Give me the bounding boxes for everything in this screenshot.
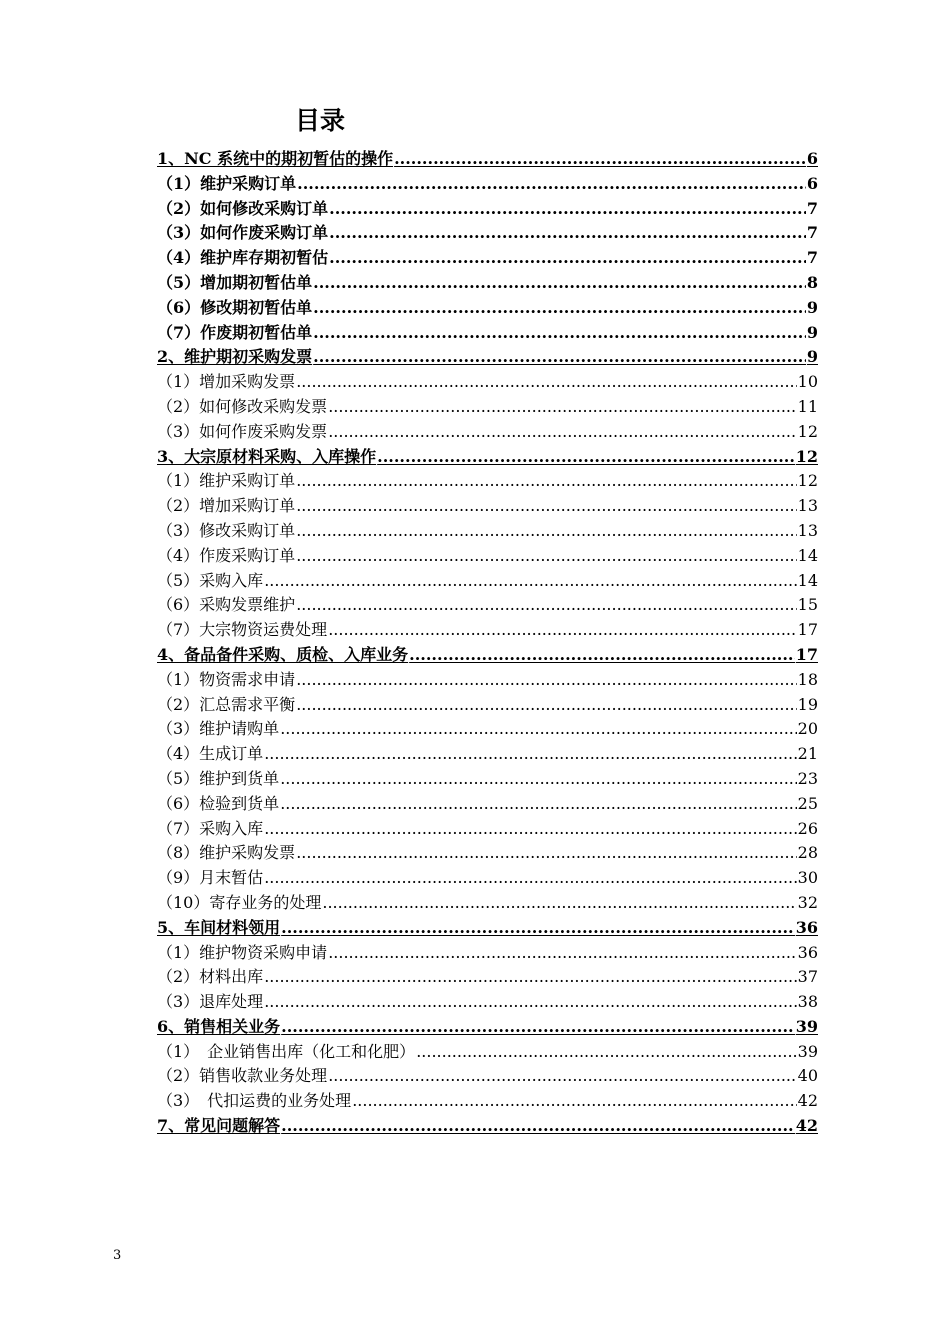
toc-dot-leader — [329, 246, 806, 271]
toc-dot-leader — [409, 643, 795, 668]
toc-entry-page-number: 19 — [797, 694, 818, 714]
toc-subsection-entry[interactable] — [157, 197, 818, 222]
toc-entry-text: 1、NC 系统中的期初暂估的操作 — [157, 149, 394, 168]
toc-entry-page-number: 17 — [797, 620, 818, 640]
toc-entry-text: （1）维护采购订单 — [157, 471, 296, 491]
toc-subsection-entry[interactable] — [157, 965, 818, 990]
toc-dot-leader — [264, 817, 796, 842]
toc-entry-text: 2、维护期初采购发票 — [157, 347, 313, 367]
toc-dot-leader — [281, 1114, 795, 1139]
toc-entry-page-number: 36 — [797, 942, 818, 962]
toc-dot-leader — [313, 271, 806, 296]
toc-entry-text: （2）增加采购订单 — [157, 496, 296, 516]
toc-entry-text: 7、常见问题解答 — [157, 1116, 281, 1136]
toc-subsection-entry[interactable] — [157, 172, 818, 197]
toc-subsection-entry[interactable] — [157, 569, 818, 594]
toc-dot-leader — [328, 941, 796, 966]
toc-entry-text: 6、销售相关业务 — [157, 1016, 281, 1036]
toc-subsection-entry[interactable] — [157, 246, 818, 271]
toc-subsection-entry[interactable] — [157, 618, 818, 643]
toc-section-entry[interactable] — [157, 1015, 818, 1040]
toc-subsection-entry[interactable] — [157, 767, 818, 792]
toc-dot-leader — [281, 1015, 795, 1040]
toc-subsection-entry[interactable] — [157, 990, 818, 1015]
toc-subsection-entry[interactable] — [157, 519, 818, 544]
toc-entry-text: （3） 代扣运费的业务处理 — [157, 1091, 352, 1111]
toc-entry-page-number: 30 — [797, 868, 818, 888]
toc-dot-leader — [329, 197, 806, 222]
toc-subsection-entry[interactable] — [157, 494, 818, 519]
toc-dot-leader — [377, 445, 795, 470]
toc-entry-page-number: 37 — [797, 967, 818, 987]
toc-subsection-entry[interactable] — [157, 1040, 818, 1065]
toc-entry-page-number: 39 — [797, 1041, 818, 1061]
toc-dot-leader — [296, 593, 796, 618]
toc-section-entry[interactable] — [157, 916, 818, 941]
toc-entry-text: （6）修改期初暂估单 — [157, 297, 313, 317]
toc-entry-page-number: 26 — [797, 818, 818, 838]
toc-dot-leader — [313, 345, 806, 370]
toc-entry-page-number: 25 — [797, 793, 818, 813]
toc-entry-text: （1）增加采购发票 — [157, 372, 296, 392]
toc-dot-leader — [264, 866, 796, 891]
toc-entry-page-number: 9 — [806, 322, 818, 342]
toc-entry-page-number: 38 — [797, 992, 818, 1012]
toc-dot-leader — [313, 296, 806, 321]
toc-subsection-entry[interactable] — [157, 668, 818, 693]
toc-entry-page-number: 14 — [797, 570, 818, 590]
toc-section-entry[interactable] — [157, 445, 818, 470]
toc-entry-page-number: 12 — [795, 446, 818, 466]
toc-entry-page-number: 14 — [797, 545, 818, 565]
toc-entry-text: （3）如何作废采购订单 — [157, 223, 329, 243]
toc-entry-page-number: 6 — [806, 149, 818, 168]
toc-dot-leader — [264, 742, 796, 767]
toc-dot-leader — [264, 965, 796, 990]
toc-entry-text: （2）销售收款业务处理 — [157, 1066, 328, 1086]
toc-entry-text: （5）增加期初暂估单 — [157, 272, 313, 292]
toc-entry-page-number: 7 — [806, 198, 818, 218]
toc-dot-leader — [296, 544, 796, 569]
toc-subsection-entry[interactable] — [157, 841, 818, 866]
toc-entry-text: （4）生成订单 — [157, 744, 264, 764]
toc-entry-text: （3）如何作废采购发票 — [157, 421, 328, 441]
toc-dot-leader — [394, 147, 806, 172]
toc-subsection-entry[interactable] — [157, 891, 818, 916]
toc-dot-leader — [296, 370, 796, 395]
toc-entry-page-number: 7 — [806, 248, 818, 268]
toc-dot-leader — [416, 1040, 796, 1065]
toc-dot-leader — [328, 618, 796, 643]
toc-dot-leader — [281, 916, 795, 941]
toc-entry-page-number: 40 — [797, 1066, 818, 1086]
toc-entry-text: （3）维护请购单 — [157, 719, 280, 739]
toc-dot-leader — [280, 767, 796, 792]
toc-entry-page-number: 9 — [806, 297, 818, 317]
toc-section-entry[interactable] — [157, 643, 818, 668]
toc-subsection-entry[interactable] — [157, 941, 818, 966]
toc-dot-leader — [313, 321, 806, 346]
toc-entry-page-number: 12 — [797, 471, 818, 491]
toc-dot-leader — [280, 717, 796, 742]
toc-entry-text: （4）维护库存期初暂估 — [157, 248, 329, 268]
toc-entry-page-number: 12 — [797, 421, 818, 441]
toc-entry-page-number: 23 — [797, 768, 818, 788]
toc-entry-text: （9）月末暂估 — [157, 868, 264, 888]
toc-section-entry[interactable] — [157, 1114, 818, 1139]
toc-entry-page-number: 13 — [797, 520, 818, 540]
toc-entry-page-number: 7 — [806, 223, 818, 243]
toc-entry-page-number: 32 — [797, 892, 818, 912]
toc-subsection-entry[interactable] — [157, 1064, 818, 1089]
toc-entry-text: （6）检验到货单 — [157, 793, 280, 813]
toc-dot-leader — [322, 891, 796, 916]
footer-page-number: 3 — [113, 1248, 122, 1263]
toc-subsection-entry[interactable] — [157, 370, 818, 395]
toc-entry-page-number: 6 — [806, 173, 818, 193]
toc-entry-page-number: 21 — [797, 744, 818, 764]
toc-dot-leader — [328, 1064, 796, 1089]
toc-entry-page-number: 42 — [797, 1091, 818, 1111]
toc-subsection-entry[interactable] — [157, 717, 818, 742]
toc-subsection-entry[interactable] — [157, 544, 818, 569]
toc-entry-page-number: 15 — [797, 595, 818, 615]
toc-entry-text: （7）采购入库 — [157, 818, 264, 838]
toc-dot-leader — [296, 668, 796, 693]
toc-entry-text: （1）维护物资采购申请 — [157, 942, 328, 962]
toc-entry-text: 3、大宗原材料采购、入库操作 — [157, 446, 377, 466]
toc-dot-leader — [296, 469, 796, 494]
toc-entry-page-number: 18 — [797, 669, 818, 689]
toc-subsection-entry[interactable] — [157, 1089, 818, 1114]
toc-section-entry[interactable] — [157, 345, 818, 370]
toc-section-entry[interactable] — [157, 147, 818, 172]
toc-entry-page-number: 13 — [797, 496, 818, 516]
toc-entry-text: （6）采购发票维护 — [157, 595, 296, 615]
toc-entry-page-number: 42 — [795, 1116, 818, 1136]
toc-dot-leader — [264, 569, 796, 594]
toc-list — [157, 147, 818, 1139]
toc-dot-leader — [296, 519, 796, 544]
toc-dot-leader — [328, 395, 796, 420]
toc-dot-leader — [297, 172, 806, 197]
toc-entry-text: 4、备品备件采购、质检、入库业务 — [157, 644, 409, 664]
toc-entry-text: （1）维护采购订单 — [157, 173, 297, 193]
toc-entry-page-number: 9 — [806, 347, 818, 367]
toc-entry-text: （1） 企业销售出库（化工和化肥） — [157, 1041, 416, 1061]
toc-entry-text: （2）如何修改采购发票 — [157, 396, 328, 416]
toc-entry-page-number: 36 — [795, 917, 818, 937]
toc-dot-leader — [329, 221, 806, 246]
toc-subsection-entry[interactable] — [157, 221, 818, 246]
toc-entry-text: 5、车间材料领用 — [157, 917, 281, 937]
toc-subsection-entry[interactable] — [157, 420, 818, 445]
toc-subsection-entry[interactable] — [157, 271, 818, 296]
toc-entry-text: （10）寄存业务的处理 — [157, 892, 322, 912]
toc-entry-text: （2）材料出库 — [157, 967, 264, 987]
toc-subsection-entry[interactable] — [157, 469, 818, 494]
toc-entry-page-number: 11 — [797, 396, 818, 416]
toc-subsection-entry[interactable] — [157, 395, 818, 420]
toc-subsection-entry[interactable] — [157, 693, 818, 718]
toc-entry-page-number: 17 — [795, 644, 818, 664]
toc-subsection-entry[interactable] — [157, 866, 818, 891]
toc-entry-text: （2）汇总需求平衡 — [157, 694, 296, 714]
toc-subsection-entry[interactable] — [157, 792, 818, 817]
toc-subsection-entry[interactable] — [157, 817, 818, 842]
toc-entry-page-number: 28 — [797, 843, 818, 863]
toc-title: 目录 — [294, 106, 345, 135]
toc-dot-leader — [352, 1089, 796, 1114]
toc-dot-leader — [264, 990, 796, 1015]
toc-dot-leader — [296, 693, 796, 718]
toc-entry-page-number: 20 — [797, 719, 818, 739]
toc-entry-text: （4）作废采购订单 — [157, 545, 296, 565]
toc-entry-page-number: 10 — [797, 372, 818, 392]
toc-entry-text: （7）大宗物资运费处理 — [157, 620, 328, 640]
toc-entry-text: （8）维护采购发票 — [157, 843, 296, 863]
toc-subsection-entry[interactable] — [157, 321, 818, 346]
toc-entry-page-number: 39 — [795, 1016, 818, 1036]
toc-dot-leader — [328, 420, 796, 445]
toc-dot-leader — [296, 841, 796, 866]
toc-entry-text: （5）维护到货单 — [157, 768, 280, 788]
toc-dot-leader — [280, 792, 796, 817]
toc-entry-text: （1）物资需求申请 — [157, 669, 296, 689]
toc-subsection-entry[interactable] — [157, 296, 818, 321]
toc-entry-text: （5）采购入库 — [157, 570, 264, 590]
toc-entry-text: （2）如何修改采购订单 — [157, 198, 329, 218]
toc-entry-text: （3）修改采购订单 — [157, 520, 296, 540]
toc-entry-text: （3）退库处理 — [157, 992, 264, 1012]
toc-subsection-entry[interactable] — [157, 593, 818, 618]
toc-entry-page-number: 8 — [806, 272, 818, 292]
toc-subsection-entry[interactable] — [157, 742, 818, 767]
toc-entry-text: （7）作废期初暂估单 — [157, 322, 313, 342]
toc-dot-leader — [296, 494, 796, 519]
